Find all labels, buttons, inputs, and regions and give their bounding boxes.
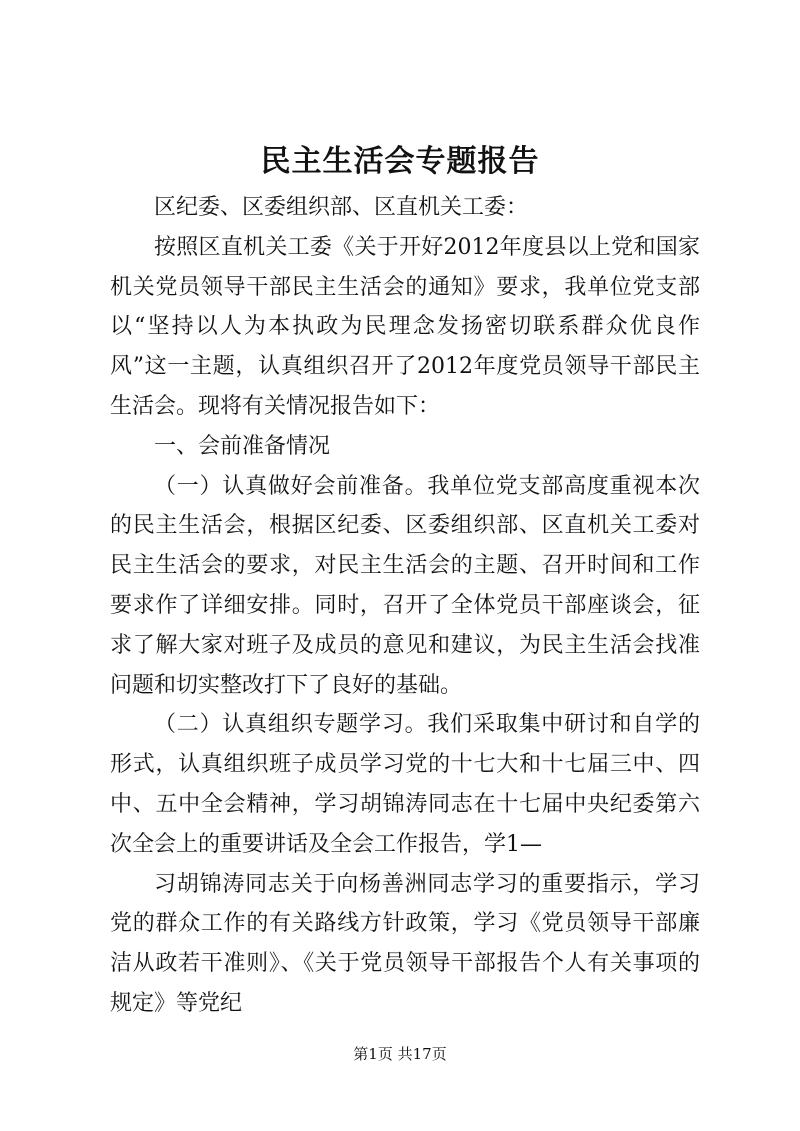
salutation: 区纪委、区委组织部、区直机关工委： — [154, 195, 529, 220]
paragraph-study: （二）认真组织专题学习。我们采取集中研讨和自学的形式，认真组织班子成员学习党的十七大和十七届三中、四中、五中全会精神，学习胡锦涛同志在十七届中央纪委第六次全会上的重要讲话及全会工作报告，学1— — [110, 712, 700, 857]
paragraph-intro: 按照区直机关工委《关于开好2012年度县以上党和国家机关党员领导干部民主生活会的通知》要求，我单位党支部以“坚持以人为本执政为民理念发扬密切联系群众优良作风”这一主题，认真组织召开了2012年度党员领导干部民主生活会。现将有关情况报告如下： — [110, 234, 700, 419]
paragraph-continuation: 习胡锦涛同志关于向杨善洲同志学习的重要指示，学习党的群众工作的有关路线方针政策，学习《党员领导干部廉洁从政若干准则》、《关于党员领导干部报告个人有关事项的规定》等党纪 — [110, 871, 700, 1016]
page-number: 第1页 共17页 — [353, 1045, 447, 1063]
page-title: 民主生活会专题报告 — [260, 144, 540, 179]
section-heading: 一、会前准备情况 — [154, 433, 331, 459]
paragraph-preparation: （一）认真做好会前准备。我单位党支部高度重视本次的民主生活会，根据区纪委、区委组织部、区直机关工委对民主生活会的要求，对民主生活会的主题、召开时间和工作要求作了详细安排。同时，召开了全体党员干部座谈会，征求了解大家对班子及成员的意见和建议，为民主生活会找准问题和切实整改打下了良好的基础。 — [110, 473, 700, 698]
document-body — [110, 188, 700, 1024]
